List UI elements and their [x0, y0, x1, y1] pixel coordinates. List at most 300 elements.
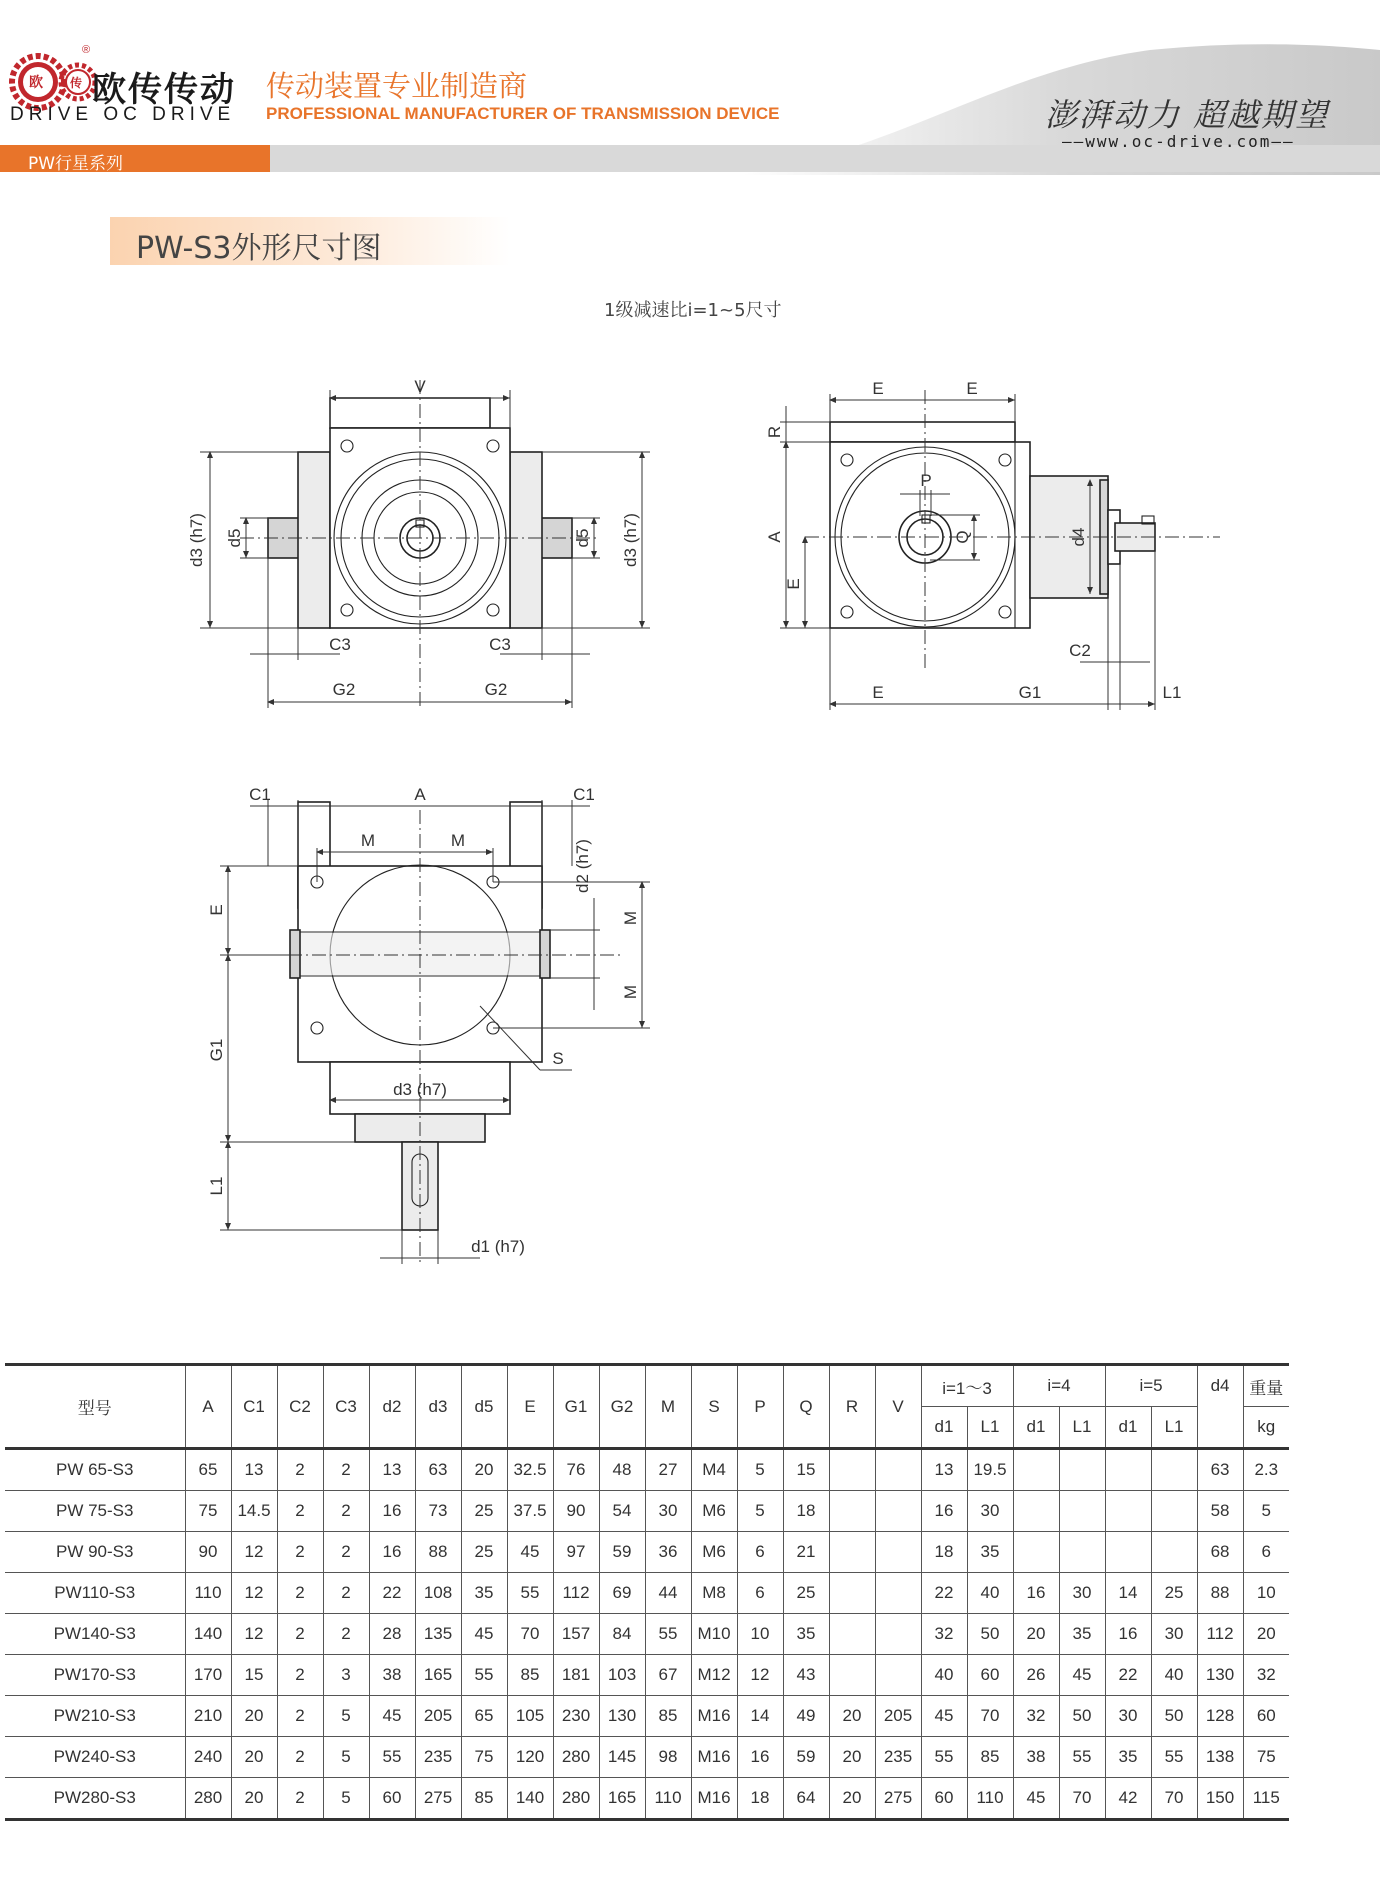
side-view-drawing: [750, 370, 1250, 720]
website-text: www.oc-drive.com: [1085, 132, 1272, 151]
table-cell: 6: [737, 1573, 783, 1614]
table-cell: 135: [415, 1614, 461, 1655]
header-m: M: [645, 1365, 691, 1449]
table-cell: 30: [1105, 1696, 1151, 1737]
header-d4: d4: [1197, 1365, 1243, 1449]
table-cell: 2: [323, 1614, 369, 1655]
label-r: R: [765, 425, 784, 439]
table-cell: 14: [737, 1696, 783, 1737]
label-c3-left: C3: [329, 635, 351, 654]
header-group-i4: i=4: [1013, 1365, 1105, 1407]
registered-mark: ®: [82, 44, 91, 56]
table-cell: [829, 1573, 875, 1614]
table-cell: 110: [967, 1778, 1013, 1820]
table-cell: 25: [783, 1573, 829, 1614]
table-cell: 15: [231, 1655, 277, 1696]
table-cell: 20: [829, 1737, 875, 1778]
label-d5-right: d5: [573, 528, 592, 548]
table-cell: 30: [1059, 1573, 1105, 1614]
table-cell: 85: [645, 1696, 691, 1737]
table-cell: 69: [599, 1573, 645, 1614]
table-cell: 138: [1197, 1737, 1243, 1778]
header-sub-l1-b: L1: [1059, 1407, 1105, 1449]
label-v: V: [414, 377, 426, 396]
table-cell: 20: [1243, 1614, 1289, 1655]
model-cell: PW 90-S3: [5, 1532, 185, 1573]
table-header-row-1: [5, 1365, 1289, 1407]
table-cell: 12: [231, 1614, 277, 1655]
table-cell: 88: [415, 1532, 461, 1573]
series-tab-label: PW行星系列: [28, 154, 124, 174]
table-cell: 230: [553, 1696, 599, 1737]
label-c1-left: C1: [249, 785, 271, 804]
label-d1-top-view: d1 (h7): [471, 1237, 525, 1256]
table-cell: 68: [1197, 1532, 1243, 1573]
header-e: E: [507, 1365, 553, 1449]
logo-mark-chuan: 传: [70, 76, 83, 90]
table-cell: [829, 1491, 875, 1532]
table-cell: 18: [783, 1491, 829, 1532]
label-e-top-view: E: [207, 904, 226, 916]
table-cell: 45: [461, 1614, 507, 1655]
label-a: A: [765, 531, 784, 543]
table-cell: 280: [553, 1737, 599, 1778]
header-s: S: [691, 1365, 737, 1449]
table-cell: 2: [277, 1449, 323, 1491]
table-cell: 45: [507, 1532, 553, 1573]
table-cell: 32: [1243, 1655, 1289, 1696]
table-row: [5, 1737, 1289, 1778]
table-cell: 5: [323, 1737, 369, 1778]
table-cell: 70: [1151, 1778, 1197, 1820]
label-s: S: [552, 1049, 564, 1068]
header-d2: d2: [369, 1365, 415, 1449]
label-d2: d2 (h7): [573, 839, 592, 893]
table-cell: 37.5: [507, 1491, 553, 1532]
table-cell: M6: [691, 1491, 737, 1532]
table-cell: M10: [691, 1614, 737, 1655]
table-cell: 115: [1243, 1778, 1289, 1820]
table-cell: 75: [461, 1737, 507, 1778]
header-a: A: [185, 1365, 231, 1449]
table-cell: [1059, 1491, 1105, 1532]
table-cell: 170: [185, 1655, 231, 1696]
table-cell: 32: [1013, 1696, 1059, 1737]
table-cell: 275: [415, 1778, 461, 1820]
table-cell: 55: [1151, 1737, 1197, 1778]
table-cell: 50: [1059, 1696, 1105, 1737]
table-cell: [1059, 1449, 1105, 1491]
table-cell: 63: [415, 1449, 461, 1491]
table-cell: 55: [369, 1737, 415, 1778]
header-q: Q: [783, 1365, 829, 1449]
table-cell: 105: [507, 1696, 553, 1737]
table-cell: 36: [645, 1532, 691, 1573]
table-cell: 165: [415, 1655, 461, 1696]
table-cell: 181: [553, 1655, 599, 1696]
label-m-h-left: M: [360, 831, 376, 850]
table-cell: 45: [1013, 1778, 1059, 1820]
model-cell: PW280-S3: [5, 1778, 185, 1820]
table-cell: 2: [277, 1491, 323, 1532]
table-cell: 2: [277, 1737, 323, 1778]
table-cell: 55: [461, 1655, 507, 1696]
table-cell: 280: [553, 1778, 599, 1820]
table-cell: [1151, 1532, 1197, 1573]
brand-name-en: DRIVE OC DRIVE: [10, 104, 236, 125]
table-cell: 35: [1059, 1614, 1105, 1655]
model-cell: PW 75-S3: [5, 1491, 185, 1532]
table-cell: 13: [369, 1449, 415, 1491]
table-cell: 18: [737, 1778, 783, 1820]
table-cell: 84: [599, 1614, 645, 1655]
label-d3-right: d3 (h7): [621, 513, 640, 567]
table-cell: 42: [1105, 1778, 1151, 1820]
slogan: 澎湃动力 超越期望: [1045, 96, 1330, 134]
table-cell: 14: [1105, 1573, 1151, 1614]
label-e-bottom: E: [872, 683, 884, 702]
label-e-top-left: E: [872, 379, 884, 398]
label-m-h-right: M: [450, 831, 466, 850]
table-cell: 140: [507, 1778, 553, 1820]
table-cell: 30: [967, 1491, 1013, 1532]
table-cell: 43: [783, 1655, 829, 1696]
table-cell: 38: [1013, 1737, 1059, 1778]
table-cell: 55: [645, 1614, 691, 1655]
table-cell: 98: [645, 1737, 691, 1778]
website-url: ——www.oc-drive.com——: [1062, 132, 1295, 151]
label-m-v-bottom: M: [621, 984, 640, 1000]
header-weight-unit: kg: [1243, 1407, 1289, 1449]
table-cell: 13: [231, 1449, 277, 1491]
table-cell: 2: [323, 1573, 369, 1614]
table-cell: 50: [967, 1614, 1013, 1655]
brand-name-cn: 欧传传动: [92, 70, 236, 110]
label-m-v-top: M: [621, 910, 640, 926]
table-body: [5, 1449, 1289, 1820]
table-cell: 6: [1243, 1532, 1289, 1573]
table-cell: 165: [599, 1778, 645, 1820]
table-cell: 70: [1059, 1778, 1105, 1820]
table-cell: 97: [553, 1532, 599, 1573]
table-cell: 16: [369, 1532, 415, 1573]
table-cell: 55: [1059, 1737, 1105, 1778]
tagline-en: PROFESSIONAL MANUFACTURER OF TRANSMISSION DEVICE: [266, 104, 780, 123]
table-cell: [1105, 1532, 1151, 1573]
label-c1-right: C1: [573, 785, 595, 804]
table-cell: 38: [369, 1655, 415, 1696]
table-cell: M16: [691, 1737, 737, 1778]
table-cell: 21: [783, 1532, 829, 1573]
table-cell: M12: [691, 1655, 737, 1696]
label-l1-top-view: L1: [207, 1176, 226, 1196]
table-cell: 12: [231, 1573, 277, 1614]
table-cell: 75: [1243, 1737, 1289, 1778]
table-cell: [1151, 1491, 1197, 1532]
table-cell: 157: [553, 1614, 599, 1655]
table-cell: 55: [507, 1573, 553, 1614]
table-cell: 275: [875, 1778, 921, 1820]
table-cell: M4: [691, 1449, 737, 1491]
table-cell: 15: [783, 1449, 829, 1491]
table-cell: 60: [369, 1778, 415, 1820]
header-c1: C1: [231, 1365, 277, 1449]
table-cell: 50: [1151, 1696, 1197, 1737]
table-cell: [1013, 1491, 1059, 1532]
table-cell: 45: [369, 1696, 415, 1737]
table-row: [5, 1655, 1289, 1696]
table-cell: 40: [921, 1655, 967, 1696]
table-row: [5, 1778, 1289, 1820]
table-cell: 85: [461, 1778, 507, 1820]
table-cell: 210: [185, 1696, 231, 1737]
table-cell: [829, 1449, 875, 1491]
table-cell: [875, 1614, 921, 1655]
table-cell: 12: [231, 1532, 277, 1573]
table-cell: 5: [323, 1778, 369, 1820]
table-cell: 16: [737, 1737, 783, 1778]
table-cell: M16: [691, 1778, 737, 1820]
table-cell: [1105, 1449, 1151, 1491]
table-cell: 19.5: [967, 1449, 1013, 1491]
header-sub-d1-c: d1: [1105, 1407, 1151, 1449]
table-row: [5, 1449, 1289, 1491]
table-cell: [875, 1491, 921, 1532]
header-d5: d5: [461, 1365, 507, 1449]
table-cell: 85: [967, 1737, 1013, 1778]
table-cell: [829, 1614, 875, 1655]
top-view-drawing: [180, 770, 680, 1270]
table-cell: 140: [185, 1614, 231, 1655]
table-cell: 13: [921, 1449, 967, 1491]
table-cell: 26: [1013, 1655, 1059, 1696]
table-cell: 2.3: [1243, 1449, 1289, 1491]
table-cell: 110: [645, 1778, 691, 1820]
table-cell: 145: [599, 1737, 645, 1778]
table-cell: 20: [829, 1696, 875, 1737]
table-cell: 5: [737, 1491, 783, 1532]
table-cell: 35: [967, 1532, 1013, 1573]
header-model: 型号: [5, 1365, 185, 1449]
logo-mark-ou: 欧: [29, 75, 43, 91]
model-cell: PW240-S3: [5, 1737, 185, 1778]
table-cell: 150: [1197, 1778, 1243, 1820]
table-cell: [1013, 1532, 1059, 1573]
table-cell: 32.5: [507, 1449, 553, 1491]
table-cell: 112: [553, 1573, 599, 1614]
table-row: [5, 1614, 1289, 1655]
table-cell: 103: [599, 1655, 645, 1696]
table-cell: 2: [277, 1655, 323, 1696]
label-g2-right: G2: [484, 680, 508, 699]
model-cell: PW170-S3: [5, 1655, 185, 1696]
table-cell: 60: [921, 1778, 967, 1820]
table-cell: 20: [1013, 1614, 1059, 1655]
table-row: [5, 1696, 1289, 1737]
label-p: P: [920, 471, 932, 490]
table-cell: [1151, 1449, 1197, 1491]
label-d5-left: d5: [225, 528, 244, 548]
table-cell: 16: [1013, 1573, 1059, 1614]
model-cell: PW210-S3: [5, 1696, 185, 1737]
model-cell: PW 65-S3: [5, 1449, 185, 1491]
table-cell: 10: [737, 1614, 783, 1655]
label-d3-left: d3 (h7): [187, 513, 206, 567]
header-c3: C3: [323, 1365, 369, 1449]
table-cell: 18: [921, 1532, 967, 1573]
table-cell: 22: [369, 1573, 415, 1614]
table-cell: [1105, 1491, 1151, 1532]
table-cell: [829, 1655, 875, 1696]
label-d4: d4: [1069, 527, 1088, 547]
label-d3-top-view: d3 (h7): [393, 1080, 447, 1099]
table-cell: 6: [737, 1532, 783, 1573]
table-cell: 2: [277, 1573, 323, 1614]
table-cell: 35: [461, 1573, 507, 1614]
table-cell: 64: [783, 1778, 829, 1820]
table-row: [5, 1573, 1289, 1614]
table-cell: 20: [231, 1696, 277, 1737]
table-cell: 40: [1151, 1655, 1197, 1696]
table-cell: [875, 1573, 921, 1614]
table-cell: 2: [323, 1449, 369, 1491]
table-cell: 85: [507, 1655, 553, 1696]
label-g1-top-view: G1: [207, 1038, 226, 1062]
label-g2-left: G2: [332, 680, 356, 699]
table-cell: 235: [415, 1737, 461, 1778]
label-c2: C2: [1069, 641, 1091, 660]
table-cell: [1013, 1449, 1059, 1491]
table-row: [5, 1491, 1289, 1532]
label-g1: G1: [1018, 683, 1042, 702]
header-sub-l1-a: L1: [967, 1407, 1013, 1449]
table-cell: 5: [737, 1449, 783, 1491]
header-sub-d1-b: d1: [1013, 1407, 1059, 1449]
table-cell: 67: [645, 1655, 691, 1696]
table-cell: 130: [1197, 1655, 1243, 1696]
table-cell: 70: [507, 1614, 553, 1655]
table-cell: 22: [921, 1573, 967, 1614]
table-cell: 25: [1151, 1573, 1197, 1614]
table-cell: 30: [645, 1491, 691, 1532]
table-cell: 59: [783, 1737, 829, 1778]
table-cell: 280: [185, 1778, 231, 1820]
table-cell: 20: [461, 1449, 507, 1491]
table-cell: 65: [185, 1449, 231, 1491]
table-cell: 60: [967, 1655, 1013, 1696]
section-title: PW-S3外形尺寸图: [136, 231, 382, 266]
table-cell: 25: [461, 1491, 507, 1532]
dimension-spec-table: [5, 1363, 1289, 1821]
table-cell: 44: [645, 1573, 691, 1614]
label-q: Q: [953, 530, 972, 544]
table-cell: 65: [461, 1696, 507, 1737]
header-d3: d3: [415, 1365, 461, 1449]
table-cell: 90: [553, 1491, 599, 1532]
front-view-drawing: [180, 370, 700, 720]
table-cell: 2: [277, 1778, 323, 1820]
table-cell: 120: [507, 1737, 553, 1778]
table-cell: [829, 1532, 875, 1573]
table-cell: 14.5: [231, 1491, 277, 1532]
table-cell: 130: [599, 1696, 645, 1737]
table-cell: 16: [369, 1491, 415, 1532]
table-cell: [875, 1655, 921, 1696]
table-cell: 70: [967, 1696, 1013, 1737]
table-cell: 16: [921, 1491, 967, 1532]
header-v: V: [875, 1365, 921, 1449]
table-cell: 63: [1197, 1449, 1243, 1491]
table-cell: 25: [461, 1532, 507, 1573]
header-r: R: [829, 1365, 875, 1449]
table-cell: 76: [553, 1449, 599, 1491]
table-cell: 58: [1197, 1491, 1243, 1532]
table-cell: 49: [783, 1696, 829, 1737]
table-cell: M6: [691, 1532, 737, 1573]
table-cell: [875, 1449, 921, 1491]
table-cell: 240: [185, 1737, 231, 1778]
table-cell: 20: [231, 1737, 277, 1778]
table-cell: 205: [415, 1696, 461, 1737]
table-cell: 16: [1105, 1614, 1151, 1655]
table-cell: M8: [691, 1573, 737, 1614]
table-cell: 22: [1105, 1655, 1151, 1696]
table-cell: 35: [783, 1614, 829, 1655]
table-cell: 55: [921, 1737, 967, 1778]
header-p: P: [737, 1365, 783, 1449]
header-sub-d1-a: d1: [921, 1407, 967, 1449]
table-cell: 30: [1151, 1614, 1197, 1655]
table-cell: 128: [1197, 1696, 1243, 1737]
table-cell: 2: [323, 1491, 369, 1532]
table-cell: [1059, 1532, 1105, 1573]
table-cell: [875, 1532, 921, 1573]
table-cell: 60: [1243, 1696, 1289, 1737]
model-cell: PW140-S3: [5, 1614, 185, 1655]
header-weight: 重量: [1243, 1365, 1289, 1407]
table-cell: 110: [185, 1573, 231, 1614]
table-cell: 45: [1059, 1655, 1105, 1696]
reduction-ratio-note: 1级减速比i=1~5尺寸: [604, 300, 782, 321]
table-cell: 54: [599, 1491, 645, 1532]
table-cell: 20: [231, 1778, 277, 1820]
table-cell: 45: [921, 1696, 967, 1737]
table-row: [5, 1532, 1289, 1573]
label-e-left: E: [784, 578, 803, 590]
table-cell: 73: [415, 1491, 461, 1532]
table-cell: 2: [323, 1532, 369, 1573]
label-c3-right: C3: [489, 635, 511, 654]
table-cell: 2: [277, 1532, 323, 1573]
table-cell: M16: [691, 1696, 737, 1737]
table-cell: 235: [875, 1737, 921, 1778]
table-cell: 12: [737, 1655, 783, 1696]
header-group-i1-3: i=1～3: [921, 1365, 1013, 1407]
table-cell: 2: [277, 1696, 323, 1737]
table-cell: 88: [1197, 1573, 1243, 1614]
table-cell: 112: [1197, 1614, 1243, 1655]
table-cell: 10: [1243, 1573, 1289, 1614]
table-cell: 48: [599, 1449, 645, 1491]
table-cell: 205: [875, 1696, 921, 1737]
label-e-top-right: E: [966, 379, 978, 398]
header-g2: G2: [599, 1365, 645, 1449]
table-cell: 28: [369, 1614, 415, 1655]
table-cell: 108: [415, 1573, 461, 1614]
table-cell: 20: [829, 1778, 875, 1820]
table-cell: 40: [967, 1573, 1013, 1614]
table-cell: 35: [1105, 1737, 1151, 1778]
